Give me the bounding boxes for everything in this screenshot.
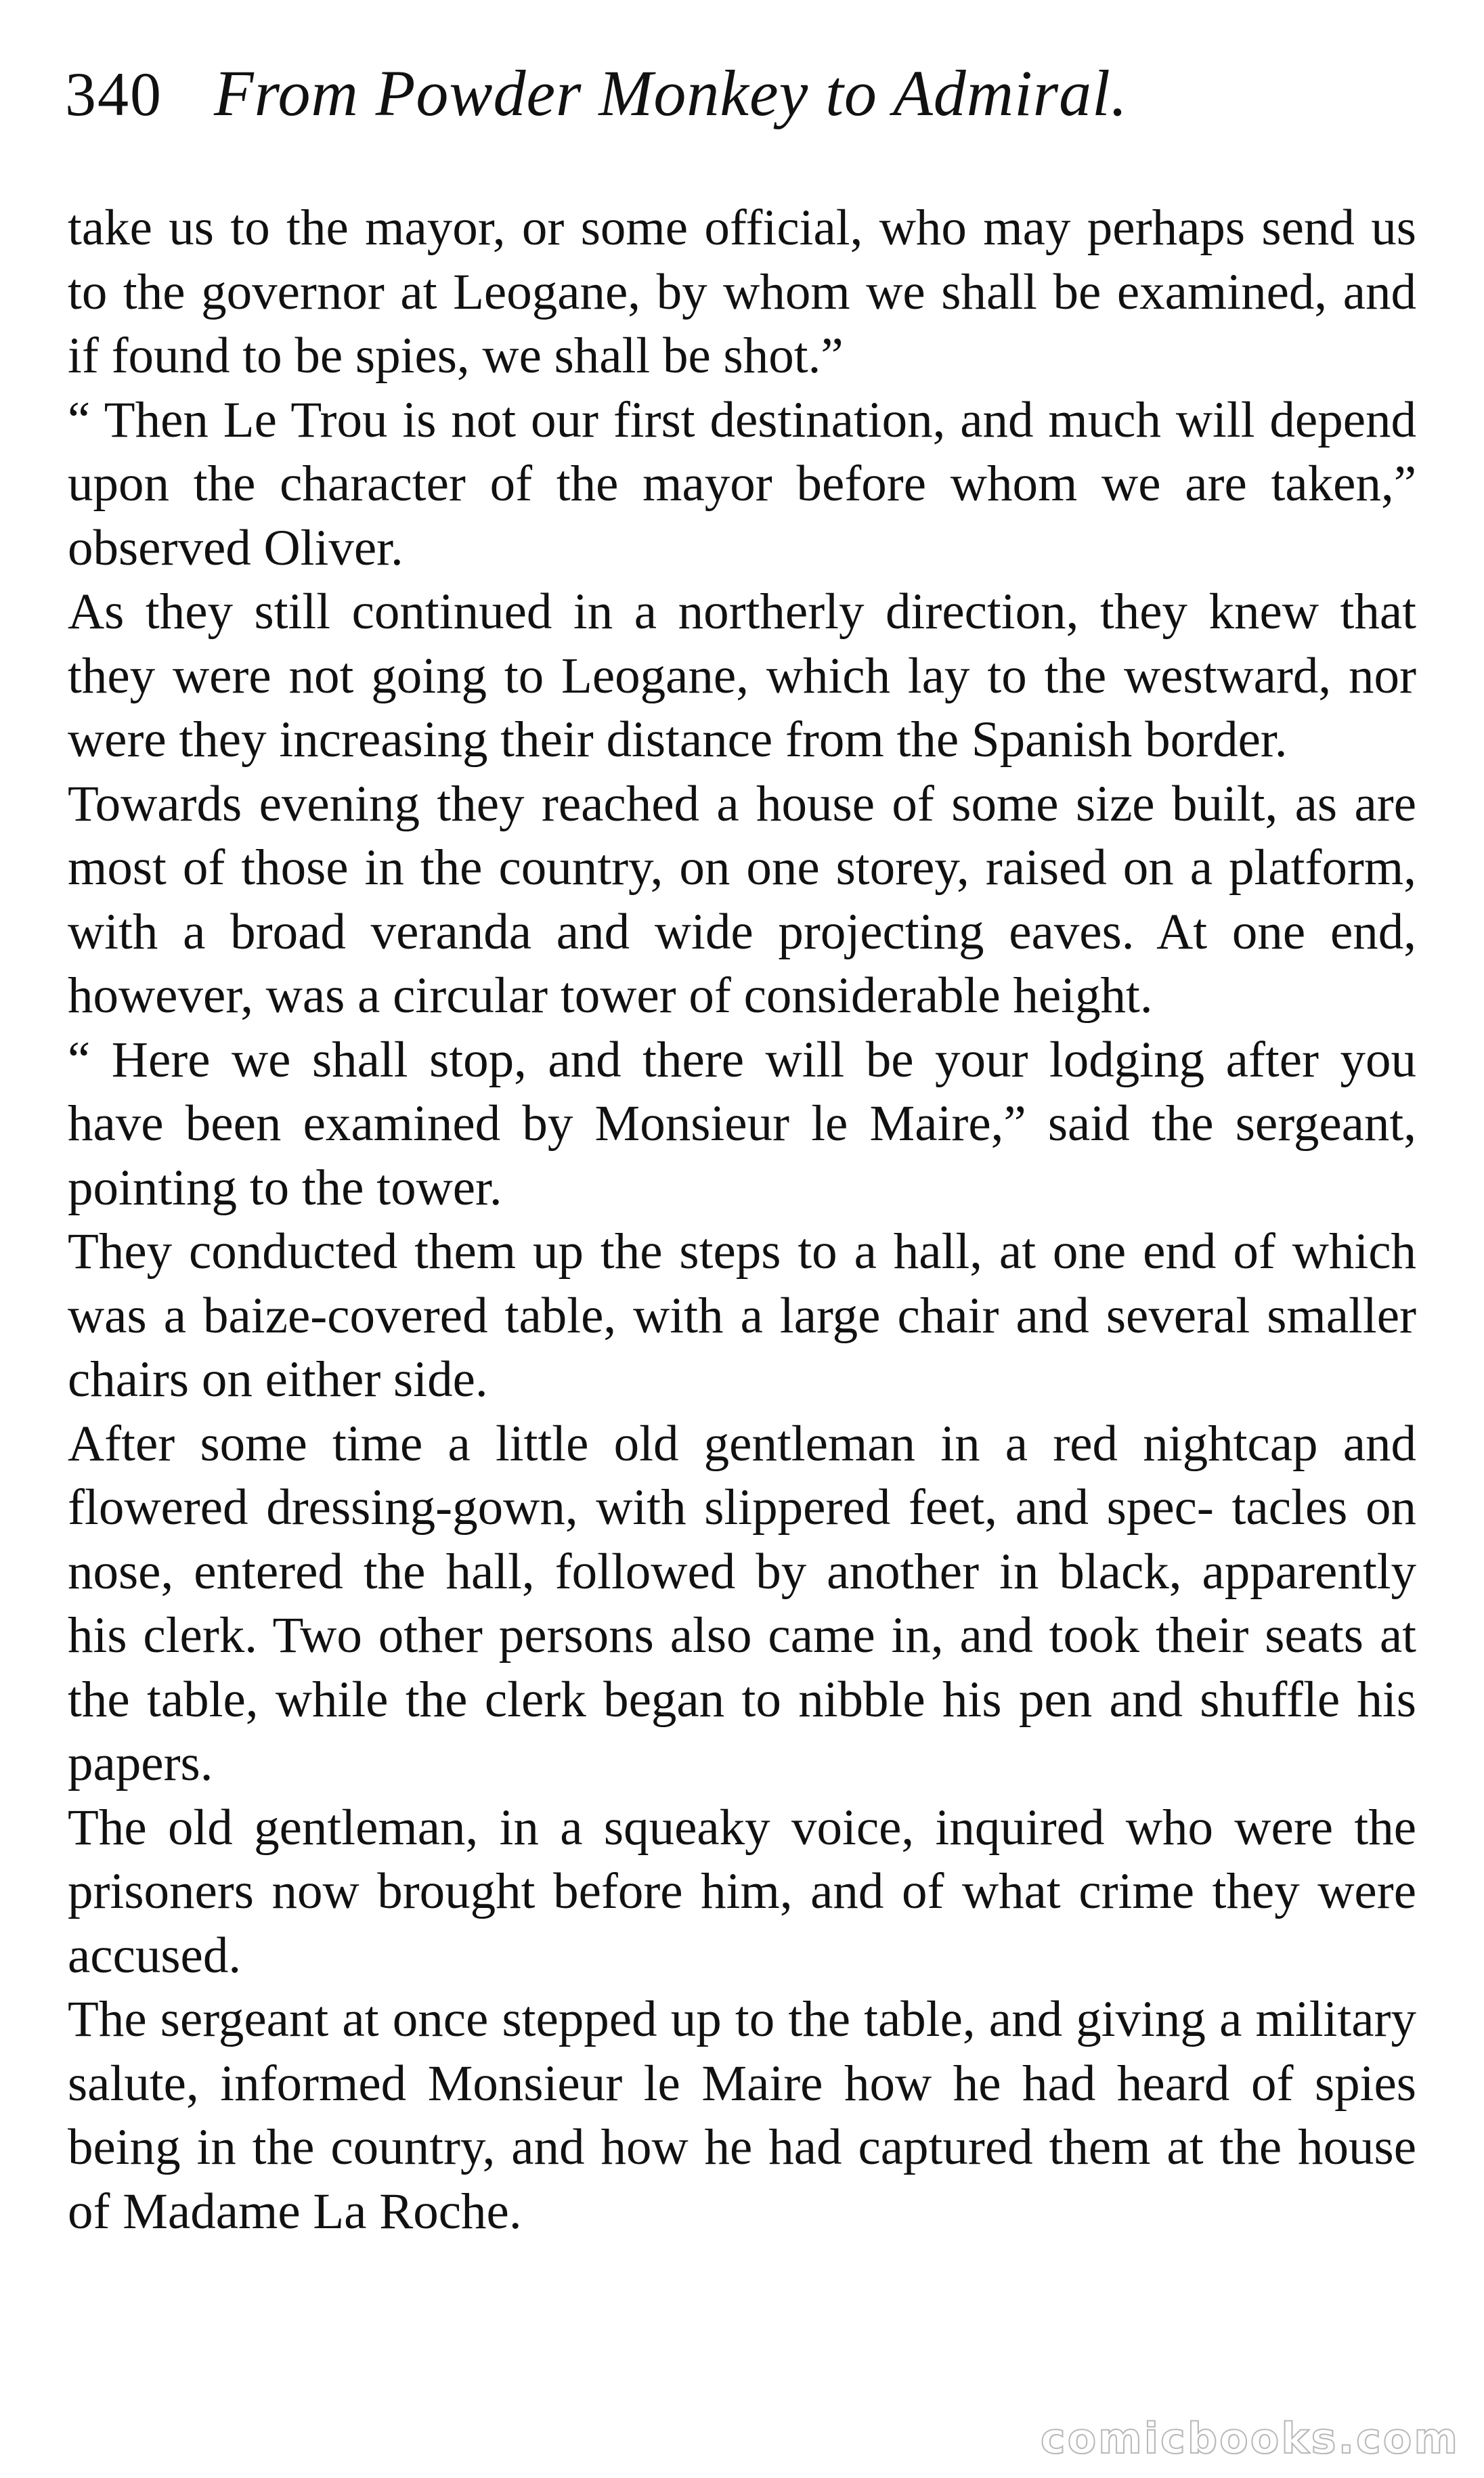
site-watermark: comicbooks.com — [1040, 2414, 1460, 2463]
paragraph: The old gentleman, in a squeaky voice, inquired who were the prisoners now brought before him, and of what crime they were accused. — [68, 1799, 1416, 1984]
paragraph: “ Then Le Trou is not our first destination, and much will depend upon the character of the mayor before whom we are taken,” observed Oliver. — [68, 391, 1416, 576]
paragraph: As they still continued in a northerly direction, they knew that they were not going to Leogane, which lay to the westward, nor were they increasing their distance from the Spanish border. — [68, 584, 1416, 768]
paragraph: After some time a little old gentleman in a red nightcap and flowered dressing-gown, with slippered feet, and spec- tacles on nose, entered the hall, followed by another in black, apparently his clerk. Two other persons also came in, and took their seats at the table, while the clerk began to nibble his pen and shuffle his papers. — [68, 1415, 1416, 1791]
running-head — [65, 56, 1419, 150]
running-title: From Powder Monkey to Admiral. — [214, 57, 1128, 129]
paragraph: Towards evening they reached a house of some size built, as are most of those in the country, on one storey, raised on a platform, with a broad veranda and wide projecting eaves. At one end, however, was a circular tower of considerable height. — [68, 775, 1416, 1024]
page-number: 340 — [65, 60, 162, 129]
body-text — [68, 196, 1416, 2244]
paragraph: take us to the mayor, or some official, who may perhaps send us to the governor at Leogane, by whom we shall be examined, and if found to be spies, we shall be shot.” — [68, 200, 1416, 384]
paragraph: “ Here we shall stop, and there will be your lodging after you have been examined by Monsieur le Maire,” said the sergeant, pointing to the tower. — [68, 1031, 1416, 1216]
paragraph: The sergeant at once stepped up to the table, and giving a military salute, informed Monsieur le Maire how he had heard of spies being in the country, and how he had captured them at the house of Madame La Roche. — [68, 1991, 1416, 2240]
paragraph: They conducted them up the steps to a hall, at one end of which was a baize-covered table, with a large chair and several smaller chairs on either side. — [68, 1223, 1416, 1408]
